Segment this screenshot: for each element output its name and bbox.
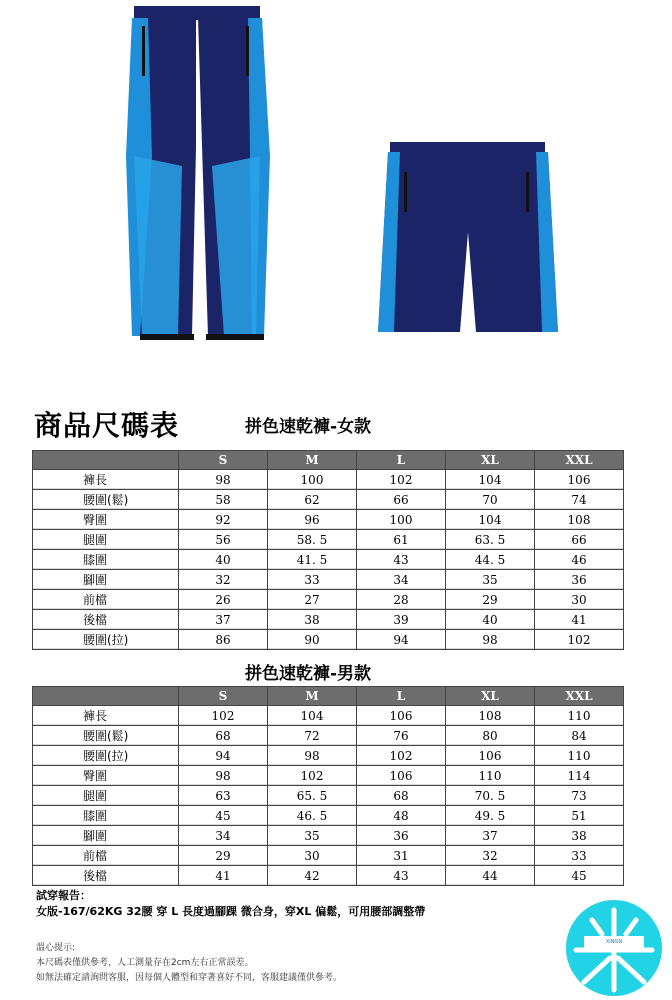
women-size-table <box>32 450 624 650</box>
size-value-cell: 66 <box>357 490 446 510</box>
men-size-table <box>32 686 624 886</box>
size-header: XXL <box>535 687 624 706</box>
size-value-cell: 104 <box>446 510 535 530</box>
size-value-cell: 61 <box>357 530 446 550</box>
size-value-cell: 114 <box>535 766 624 786</box>
size-value-cell: 35 <box>268 826 357 846</box>
table-row <box>33 866 624 886</box>
size-value-cell: 56 <box>179 530 268 550</box>
table-row <box>33 726 624 746</box>
size-value-cell: 44. 5 <box>446 550 535 570</box>
size-value-cell: 68 <box>357 786 446 806</box>
row-label: 臀圍 <box>33 766 179 786</box>
row-label: 後檔 <box>33 866 179 886</box>
size-value-cell: 40 <box>179 550 268 570</box>
size-value-cell: 94 <box>179 746 268 766</box>
size-header: L <box>357 451 446 470</box>
size-value-cell: 37 <box>179 610 268 630</box>
size-value-cell: 110 <box>446 766 535 786</box>
table-header-row <box>33 451 624 470</box>
size-value-cell: 34 <box>179 826 268 846</box>
size-value-cell: 34 <box>357 570 446 590</box>
size-value-cell: 106 <box>535 470 624 490</box>
size-value-cell: 44 <box>446 866 535 886</box>
size-value-cell: 30 <box>268 846 357 866</box>
size-value-cell: 41 <box>179 866 268 886</box>
size-value-cell: 100 <box>357 510 446 530</box>
row-label: 褲長 <box>33 470 179 490</box>
row-label: 臀圍 <box>33 510 179 530</box>
size-value-cell: 31 <box>357 846 446 866</box>
fit-report-heading: 試穿報告： <box>36 889 91 902</box>
size-value-cell: 106 <box>357 766 446 786</box>
size-value-cell: 36 <box>357 826 446 846</box>
row-label: 膝圍 <box>33 806 179 826</box>
row-label: 腳圍 <box>33 570 179 590</box>
size-value-cell: 72 <box>268 726 357 746</box>
size-header: XXL <box>535 451 624 470</box>
men-table-title: 拼色速乾褲-男款 <box>245 664 372 684</box>
size-value-cell: 30 <box>535 590 624 610</box>
fit-report-text: 女版-167/62KG 32腰 穿 L 長度過腳踝 微合身，穿XL 偏鬆，可用腰部調整帶 <box>36 905 426 918</box>
row-label: 腰圍(拉) <box>33 746 179 766</box>
table-row <box>33 590 624 610</box>
long-pants-photo <box>112 6 282 351</box>
row-label: 前檔 <box>33 846 179 866</box>
fit-report <box>36 888 425 920</box>
row-label: 腿圍 <box>33 786 179 806</box>
size-header: M <box>268 687 357 706</box>
table-row <box>33 530 624 550</box>
row-label: 後檔 <box>33 610 179 630</box>
table-row <box>33 806 624 826</box>
size-value-cell: 38 <box>535 826 624 846</box>
size-header: XL <box>446 687 535 706</box>
size-value-cell: 80 <box>446 726 535 746</box>
table-row <box>33 510 624 530</box>
table-row <box>33 570 624 590</box>
size-value-cell: 106 <box>357 706 446 726</box>
size-value-cell: 33 <box>535 846 624 866</box>
size-header: S <box>179 687 268 706</box>
size-value-cell: 36 <box>535 570 624 590</box>
size-value-cell: 104 <box>446 470 535 490</box>
table-row <box>33 490 624 510</box>
size-value-cell: 63 <box>179 786 268 806</box>
size-value-cell: 45 <box>535 866 624 886</box>
size-value-cell: 106 <box>446 746 535 766</box>
size-value-cell: 62 <box>268 490 357 510</box>
size-value-cell: 35 <box>446 570 535 590</box>
size-value-cell: 73 <box>535 786 624 806</box>
size-value-cell: 40 <box>446 610 535 630</box>
tips <box>36 941 342 986</box>
row-label: 腰圍(拉) <box>33 630 179 650</box>
table-row <box>33 550 624 570</box>
size-value-cell: 29 <box>179 846 268 866</box>
size-value-cell: 48 <box>357 806 446 826</box>
size-value-cell: 49. 5 <box>446 806 535 826</box>
size-header: XL <box>446 451 535 470</box>
table-row <box>33 846 624 866</box>
brand-logo <box>566 900 662 996</box>
size-header: M <box>268 451 357 470</box>
size-value-cell: 98 <box>179 766 268 786</box>
size-value-cell: 74 <box>535 490 624 510</box>
row-label: 腰圍(鬆) <box>33 726 179 746</box>
size-value-cell: 42 <box>268 866 357 886</box>
size-value-cell: 104 <box>268 706 357 726</box>
size-value-cell: 98 <box>446 630 535 650</box>
size-value-cell: 66 <box>535 530 624 550</box>
size-value-cell: 46. 5 <box>268 806 357 826</box>
size-value-cell: 43 <box>357 550 446 570</box>
size-value-cell: 94 <box>357 630 446 650</box>
row-label: 前檔 <box>33 590 179 610</box>
size-value-cell: 76 <box>357 726 446 746</box>
table-header-row <box>33 687 624 706</box>
row-label: 腳圍 <box>33 826 179 846</box>
size-value-cell: 102 <box>179 706 268 726</box>
size-value-cell: 70. 5 <box>446 786 535 806</box>
size-value-cell: 29 <box>446 590 535 610</box>
size-value-cell: 58 <box>179 490 268 510</box>
size-value-cell: 41. 5 <box>268 550 357 570</box>
size-value-cell: 43 <box>357 866 446 886</box>
size-value-cell: 102 <box>268 766 357 786</box>
size-value-cell: 98 <box>268 746 357 766</box>
shorts-photo <box>370 142 565 347</box>
size-value-cell: 51 <box>535 806 624 826</box>
row-label: 腰圍(鬆) <box>33 490 179 510</box>
size-value-cell: 90 <box>268 630 357 650</box>
brand-logo-text: XINGN <box>584 936 644 948</box>
size-value-cell: 102 <box>357 746 446 766</box>
size-value-cell: 110 <box>535 706 624 726</box>
size-value-cell: 70 <box>446 490 535 510</box>
table-row <box>33 826 624 846</box>
size-value-cell: 32 <box>446 846 535 866</box>
size-value-cell: 100 <box>268 470 357 490</box>
size-value-cell: 68 <box>179 726 268 746</box>
tip-line: 本尺碼表僅供參考，人工測量存在2cm左右正常誤差。 <box>36 958 254 968</box>
header-label-cell <box>33 451 179 470</box>
size-value-cell: 65. 5 <box>268 786 357 806</box>
table-row <box>33 630 624 650</box>
table-row <box>33 786 624 806</box>
size-value-cell: 58. 5 <box>268 530 357 550</box>
tips-heading: 溫心提示: <box>36 943 76 953</box>
row-label: 腿圍 <box>33 530 179 550</box>
table-row <box>33 766 624 786</box>
size-value-cell: 102 <box>357 470 446 490</box>
row-label: 褲長 <box>33 706 179 726</box>
size-value-cell: 27 <box>268 590 357 610</box>
table-row <box>33 470 624 490</box>
row-label: 膝圍 <box>33 550 179 570</box>
size-value-cell: 108 <box>535 510 624 530</box>
size-value-cell: 102 <box>535 630 624 650</box>
size-value-cell: 92 <box>179 510 268 530</box>
size-value-cell: 28 <box>357 590 446 610</box>
header-label-cell <box>33 687 179 706</box>
size-value-cell: 38 <box>268 610 357 630</box>
size-value-cell: 33 <box>268 570 357 590</box>
table-row <box>33 610 624 630</box>
table-row <box>33 746 624 766</box>
size-value-cell: 96 <box>268 510 357 530</box>
size-value-cell: 46 <box>535 550 624 570</box>
women-table-title: 拼色速乾褲-女款 <box>245 417 372 437</box>
page-title: 商品尺碼表 <box>34 409 180 442</box>
size-value-cell: 39 <box>357 610 446 630</box>
size-value-cell: 26 <box>179 590 268 610</box>
size-value-cell: 32 <box>179 570 268 590</box>
size-value-cell: 63. 5 <box>446 530 535 550</box>
size-value-cell: 98 <box>179 470 268 490</box>
size-value-cell: 108 <box>446 706 535 726</box>
size-value-cell: 45 <box>179 806 268 826</box>
table-row <box>33 706 624 726</box>
size-value-cell: 37 <box>446 826 535 846</box>
brand-glyph-icon <box>566 900 662 996</box>
tip-line: 如無法確定請詢問客服，因每個人體型和穿著喜好不同，客服建議僅供參考。 <box>36 973 343 983</box>
size-value-cell: 110 <box>535 746 624 766</box>
size-value-cell: 86 <box>179 630 268 650</box>
size-value-cell: 84 <box>535 726 624 746</box>
size-value-cell: 41 <box>535 610 624 630</box>
size-header: L <box>357 687 446 706</box>
size-header: S <box>179 451 268 470</box>
